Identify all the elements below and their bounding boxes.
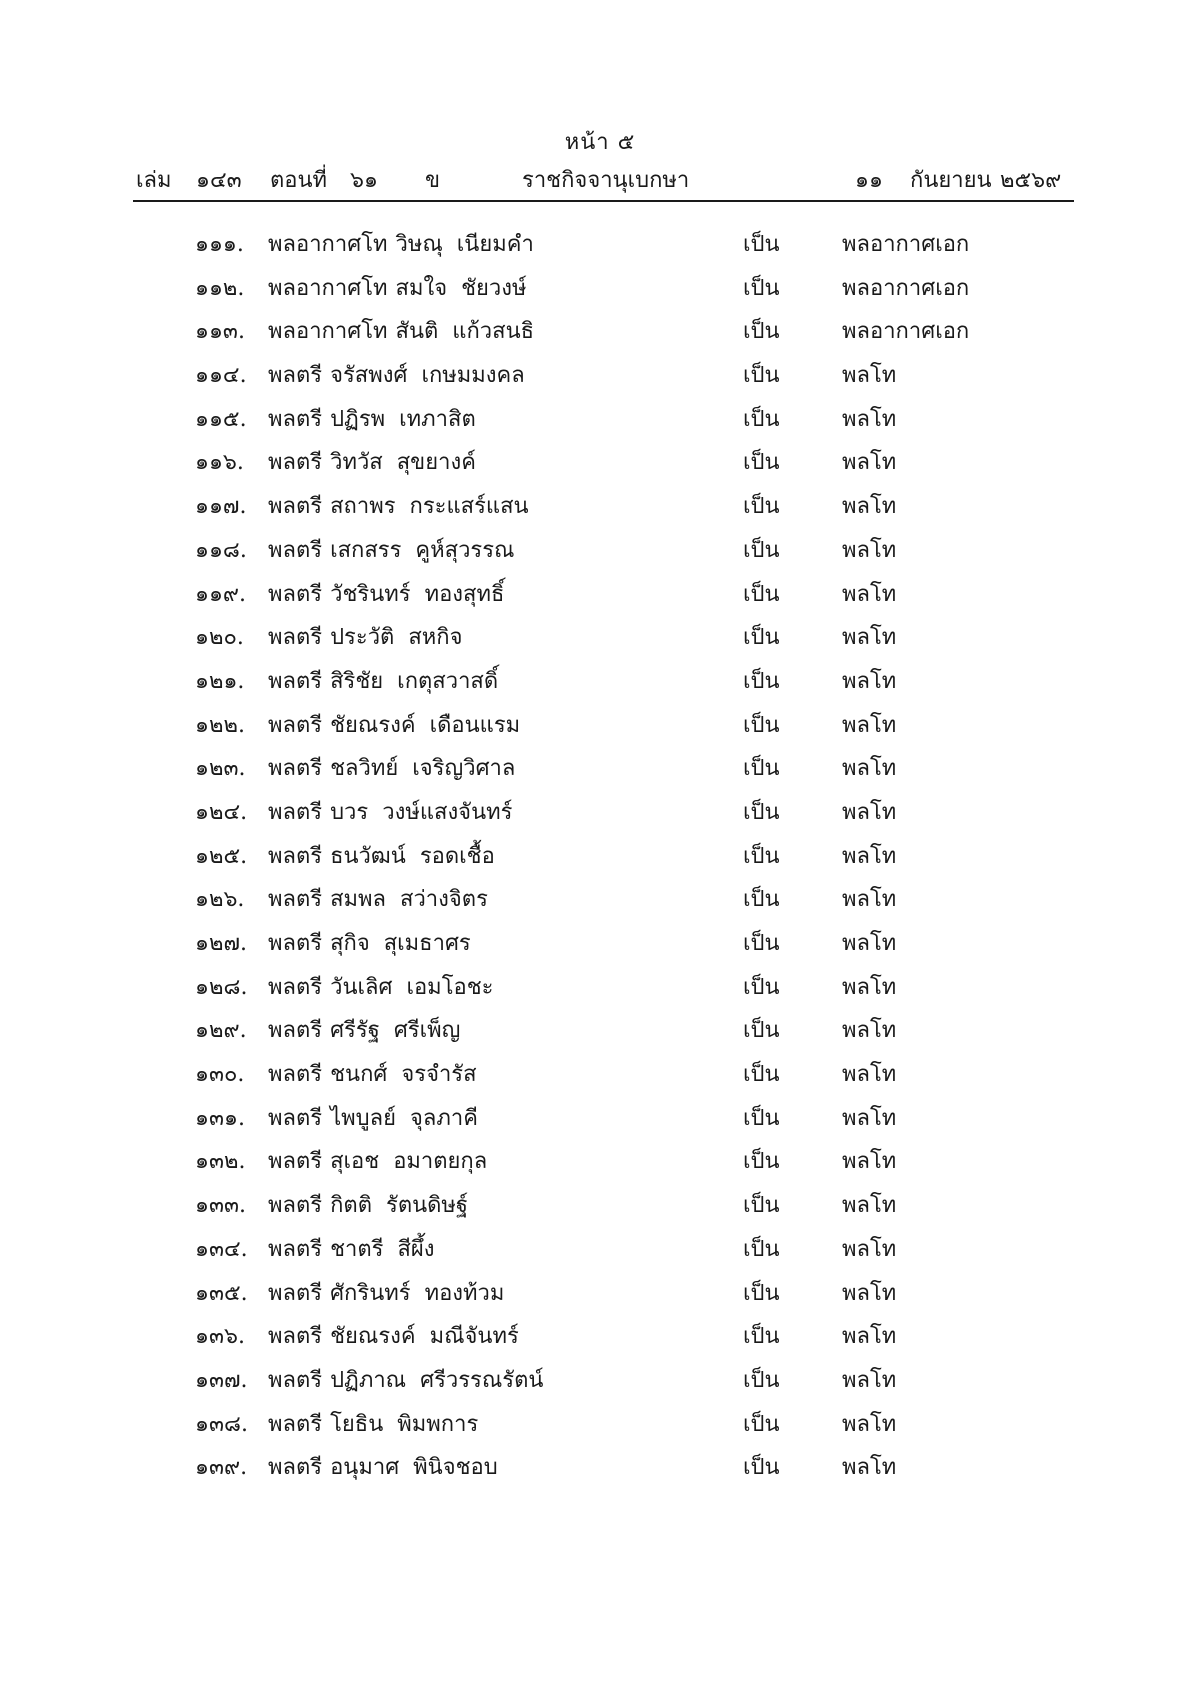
last-name: เจริญวิศาล [412, 756, 516, 782]
first-name: อนุมาศ [330, 1455, 400, 1481]
list-item [0, 794, 1200, 838]
be-word: เป็น [743, 1018, 780, 1044]
entry-number: ๑๑๒. [195, 275, 245, 301]
new-rank: พลโท [842, 625, 897, 651]
be-word: เป็น [743, 1411, 780, 1437]
list-item [0, 1406, 1200, 1450]
entry-name [268, 969, 493, 1004]
last-name: ศรีวรรณรัตน์ [420, 1367, 544, 1393]
current-rank: พลตรี [268, 1193, 323, 1219]
new-rank: พลโท [842, 712, 897, 738]
entry-name [268, 1275, 504, 1310]
entry-name [268, 532, 514, 567]
be-word: เป็น [743, 275, 780, 301]
new-rank: พลโท [842, 756, 897, 782]
entry-name [268, 270, 527, 305]
last-name: สว่างจิตร [400, 887, 488, 913]
be-word: เป็น [743, 1236, 780, 1262]
current-rank: พลอากาศโท [268, 275, 388, 301]
last-name: วงษ์แสงจันทร์ [382, 799, 513, 825]
current-rank: พลตรี [268, 1105, 323, 1131]
entry-name [268, 1100, 478, 1135]
list-item [0, 1056, 1200, 1100]
new-rank: พลโท [842, 931, 897, 956]
current-rank: พลตรี [268, 450, 323, 476]
be-word: เป็น [743, 974, 780, 1000]
current-rank: พลตรี [268, 974, 323, 1000]
entry-number: ๑๒๕. [195, 843, 248, 869]
entry-name [268, 794, 512, 829]
new-rank: พลอากาศเอก [842, 232, 970, 257]
be-word: เป็น [743, 232, 780, 257]
list-item [0, 1449, 1200, 1493]
current-rank: พลตรี [268, 799, 323, 825]
last-name: สุขยางค์ [396, 450, 476, 476]
list-item [0, 532, 1200, 576]
entry-name [268, 313, 534, 348]
current-rank: พลตรี [268, 406, 323, 432]
list-item [0, 1012, 1200, 1056]
be-word: เป็น [743, 799, 780, 825]
entry-number: ๑๓๓. [195, 1193, 247, 1219]
new-rank: พลโท [842, 843, 897, 869]
entry-number: ๑๓๘. [195, 1411, 248, 1437]
date-day: ๑๑ [855, 168, 883, 193]
last-name: ทองท้วม [424, 1280, 505, 1306]
list-item [0, 576, 1200, 620]
be-word: เป็น [743, 1280, 780, 1306]
entry-number: ๑๒๔. [195, 799, 248, 825]
entry-number: ๑๓๒. [195, 1149, 246, 1175]
entry-name [268, 1143, 487, 1178]
be-word: เป็น [743, 712, 780, 738]
be-word: เป็น [743, 1105, 780, 1131]
current-rank: พลอากาศโท [268, 319, 388, 345]
current-rank: พลตรี [268, 1062, 323, 1088]
first-name: สถาพร [330, 494, 396, 520]
entry-number: ๑๑๔. [195, 363, 247, 389]
be-word: เป็น [743, 1455, 780, 1481]
first-name: วิษณุ [395, 232, 443, 257]
list-item [0, 1143, 1200, 1187]
current-rank: พลตรี [268, 1324, 323, 1350]
current-rank: พลตรี [268, 625, 323, 651]
list-item [0, 1231, 1200, 1275]
entry-number: ๑๑๗. [195, 494, 247, 520]
last-name: ทองสุทธิ์ [424, 581, 505, 607]
entry-number: ๑๑๙. [195, 581, 247, 607]
date-year: ๒๕๖๙ [1000, 168, 1062, 193]
entry-number: ๑๑๓. [195, 319, 245, 345]
entry-number: ๑๑๘. [195, 537, 247, 563]
first-name: วัชรินทร์ [330, 581, 411, 607]
be-word: เป็น [743, 494, 780, 520]
volume-number: ๑๔๓ [196, 168, 242, 193]
volume-label: เล่ม [136, 168, 172, 193]
list-item [0, 707, 1200, 751]
new-rank: พลอากาศเอก [842, 319, 970, 345]
list-item [0, 1187, 1200, 1231]
list-item [0, 1362, 1200, 1406]
list-item [0, 838, 1200, 882]
entry-number: ๑๓๕. [195, 1280, 248, 1306]
current-rank: พลตรี [268, 1236, 323, 1262]
first-name: ชลวิทย์ [330, 756, 399, 782]
list-item [0, 357, 1200, 401]
first-name: ชัยณรงค์ [330, 712, 416, 738]
new-rank: พลโท [842, 1105, 897, 1131]
new-rank: พลโท [842, 1149, 897, 1175]
first-name: บวร [330, 799, 369, 825]
last-name: พิมพการ [397, 1411, 479, 1437]
first-name: ไพบูลย์ [330, 1105, 396, 1131]
entry-number: ๑๒๑. [195, 668, 245, 694]
entry-name [268, 750, 515, 785]
new-rank: พลโท [842, 406, 897, 432]
current-rank: พลตรี [268, 931, 323, 956]
first-name: สุกิจ [330, 931, 370, 956]
current-rank: พลตรี [268, 668, 323, 694]
current-rank: พลตรี [268, 1149, 323, 1175]
list-item [0, 401, 1200, 445]
first-name: สมพล [330, 887, 387, 913]
list-item [0, 444, 1200, 488]
entry-name [268, 401, 476, 436]
appointment-list [0, 226, 1200, 1493]
list-item [0, 313, 1200, 357]
current-rank: พลตรี [268, 843, 323, 869]
entry-name [268, 1231, 435, 1266]
entry-name [268, 1056, 477, 1091]
be-word: เป็น [743, 1324, 780, 1350]
new-rank: พลโท [842, 1455, 897, 1481]
entry-name [268, 619, 462, 654]
first-name: ชาตรี [330, 1236, 384, 1262]
new-rank: พลโท [842, 1062, 897, 1088]
first-name: สมใจ [395, 275, 448, 301]
list-item [0, 750, 1200, 794]
be-word: เป็น [743, 668, 780, 694]
entry-name [268, 707, 520, 742]
issue-number: ๖๑ [350, 168, 378, 193]
publication-title: ราชกิจจานุเบกษา [522, 168, 690, 193]
be-word: เป็น [743, 625, 780, 651]
last-name: จุลภาคี [410, 1105, 478, 1131]
first-name: ปฏิรพ [330, 406, 386, 432]
be-word: เป็น [743, 363, 780, 389]
entry-name [268, 1362, 543, 1397]
be-word: เป็น [743, 450, 780, 476]
list-item [0, 881, 1200, 925]
first-name: กิตติ [330, 1193, 372, 1219]
first-name: ศักรินทร์ [330, 1280, 411, 1306]
current-rank: พลตรี [268, 363, 323, 389]
entry-number: ๑๒๐. [195, 625, 244, 651]
current-rank: พลตรี [268, 1411, 323, 1437]
last-name: รอดเชื้อ [419, 843, 495, 869]
be-word: เป็น [743, 1367, 780, 1393]
entry-name [268, 663, 498, 698]
list-item [0, 488, 1200, 532]
entry-number: ๑๓๔. [195, 1236, 248, 1262]
last-name: จรจำรัส [401, 1062, 477, 1088]
new-rank: พลโท [842, 581, 897, 607]
entry-number: ๑๑๖. [195, 450, 244, 476]
entry-number: ๑๒๘. [195, 974, 248, 1000]
entry-name [268, 1012, 460, 1047]
current-rank: พลตรี [268, 756, 323, 782]
new-rank: พลโท [842, 799, 897, 825]
first-name: ศรีรัฐ [330, 1018, 380, 1044]
entry-number: ๑๑๕. [195, 406, 247, 432]
current-rank: พลตรี [268, 1280, 323, 1306]
entry-number: ๑๓๗. [195, 1367, 248, 1393]
current-rank: พลตรี [268, 712, 323, 738]
first-name: สันติ [395, 319, 439, 345]
issue-label: ตอนที่ [270, 168, 328, 193]
entry-number: ๑๒๒. [195, 712, 245, 738]
last-name: ศรีเพ็ญ [393, 1018, 461, 1044]
entry-name [268, 1318, 519, 1353]
be-word: เป็น [743, 1193, 780, 1219]
date-month: กันยายน [910, 168, 992, 193]
first-name: จรัสพงศ์ [330, 363, 408, 389]
entry-name [268, 1187, 468, 1222]
section-letter: ข [425, 168, 441, 193]
be-word: เป็น [743, 319, 780, 345]
be-word: เป็น [743, 1149, 780, 1175]
first-name: วันเลิศ [330, 974, 393, 1000]
be-word: เป็น [743, 887, 780, 913]
first-name: สุเอช [330, 1149, 380, 1175]
page-number: หน้า ๕ [564, 130, 636, 155]
last-name: สีผึ้ง [397, 1236, 435, 1262]
new-rank: พลโท [842, 1280, 897, 1306]
be-word: เป็น [743, 537, 780, 563]
new-rank: พลโท [842, 1367, 897, 1393]
new-rank: พลโท [842, 1236, 897, 1262]
list-item [0, 925, 1200, 969]
last-name: พินิจชอบ [413, 1455, 498, 1481]
entry-name [268, 226, 534, 261]
last-name: เกตุสวาสดิ์ [397, 668, 499, 694]
entry-number: ๑๑๑. [195, 232, 244, 257]
entry-number: ๑๒๓. [195, 756, 246, 782]
list-item [0, 969, 1200, 1013]
be-word: เป็น [743, 406, 780, 432]
first-name: วิทวัส [330, 450, 383, 476]
last-name: รัตนดิษฐ์ [386, 1193, 469, 1219]
entry-number: ๑๒๖. [195, 887, 245, 913]
entry-name [268, 444, 476, 479]
last-name: ชัยวงษ์ [461, 275, 527, 301]
list-item [0, 663, 1200, 707]
last-name: กระแสร์แสน [409, 494, 529, 520]
be-word: เป็น [743, 843, 780, 869]
last-name: อมาตยกุล [393, 1149, 488, 1175]
first-name: ประวัติ [330, 625, 395, 651]
entry-name [268, 576, 504, 611]
list-item [0, 1100, 1200, 1144]
current-rank: พลตรี [268, 1367, 323, 1393]
new-rank: พลโท [842, 494, 897, 520]
last-name: มณีจันทร์ [429, 1324, 519, 1350]
entry-number: ๑๓๖. [195, 1324, 245, 1350]
first-name: ชนกศ์ [330, 1062, 388, 1088]
last-name: เทภาสิต [399, 406, 476, 432]
list-item [0, 270, 1200, 314]
be-word: เป็น [743, 581, 780, 607]
entry-number: ๑๓๑. [195, 1105, 245, 1131]
entry-number: ๑๓๙. [195, 1455, 248, 1481]
new-rank: พลโท [842, 1018, 897, 1044]
last-name: เอมโอชะ [406, 974, 494, 1000]
list-item [0, 619, 1200, 663]
current-rank: พลตรี [268, 494, 323, 520]
list-item [0, 1275, 1200, 1319]
be-word: เป็น [743, 1062, 780, 1088]
entry-name [268, 925, 471, 960]
last-name: สหกิจ [408, 625, 463, 651]
current-rank: พลตรี [268, 1018, 323, 1044]
new-rank: พลโท [842, 1324, 897, 1350]
list-item [0, 226, 1200, 270]
current-rank: พลอากาศโท [268, 232, 388, 257]
new-rank: พลโท [842, 537, 897, 563]
last-name: แก้วสนธิ [452, 319, 535, 345]
entry-name [268, 1406, 478, 1441]
list-item [0, 1318, 1200, 1362]
first-name: ธนวัฒน์ [330, 843, 406, 869]
entry-name [268, 488, 529, 523]
entry-name [268, 357, 525, 392]
be-word: เป็น [743, 931, 780, 956]
current-rank: พลตรี [268, 537, 323, 563]
entry-number: ๑๒๗. [195, 931, 248, 956]
last-name: สุเมธาศร [383, 931, 471, 956]
new-rank: พลโท [842, 1411, 897, 1437]
entry-number: ๑๓๐. [195, 1062, 245, 1088]
entry-number: ๑๒๙. [195, 1018, 247, 1044]
new-rank: พลโท [842, 450, 897, 476]
new-rank: พลโท [842, 974, 897, 1000]
new-rank: พลโท [842, 887, 897, 913]
current-rank: พลตรี [268, 581, 323, 607]
entry-name [268, 838, 495, 873]
first-name: ชัยณรงค์ [330, 1324, 416, 1350]
new-rank: พลอากาศเอก [842, 275, 970, 301]
entry-name [268, 881, 488, 916]
entry-name [268, 1449, 498, 1484]
first-name: โยธิน [330, 1411, 384, 1437]
new-rank: พลโท [842, 1193, 897, 1219]
first-name: สิริชัย [330, 668, 384, 694]
first-name: เสกสรร [330, 537, 402, 563]
new-rank: พลโท [842, 668, 897, 694]
last-name: เดือนแรม [429, 712, 521, 738]
last-name: เกษมมงคล [421, 363, 525, 389]
last-name: คูห์สุวรรณ [415, 537, 515, 563]
current-rank: พลตรี [268, 887, 323, 913]
last-name: เนียมคำ [456, 232, 534, 257]
first-name: ปฏิภาณ [330, 1367, 407, 1393]
be-word: เป็น [743, 756, 780, 782]
new-rank: พลโท [842, 363, 897, 389]
header-divider [133, 200, 1074, 202]
current-rank: พลตรี [268, 1455, 323, 1481]
